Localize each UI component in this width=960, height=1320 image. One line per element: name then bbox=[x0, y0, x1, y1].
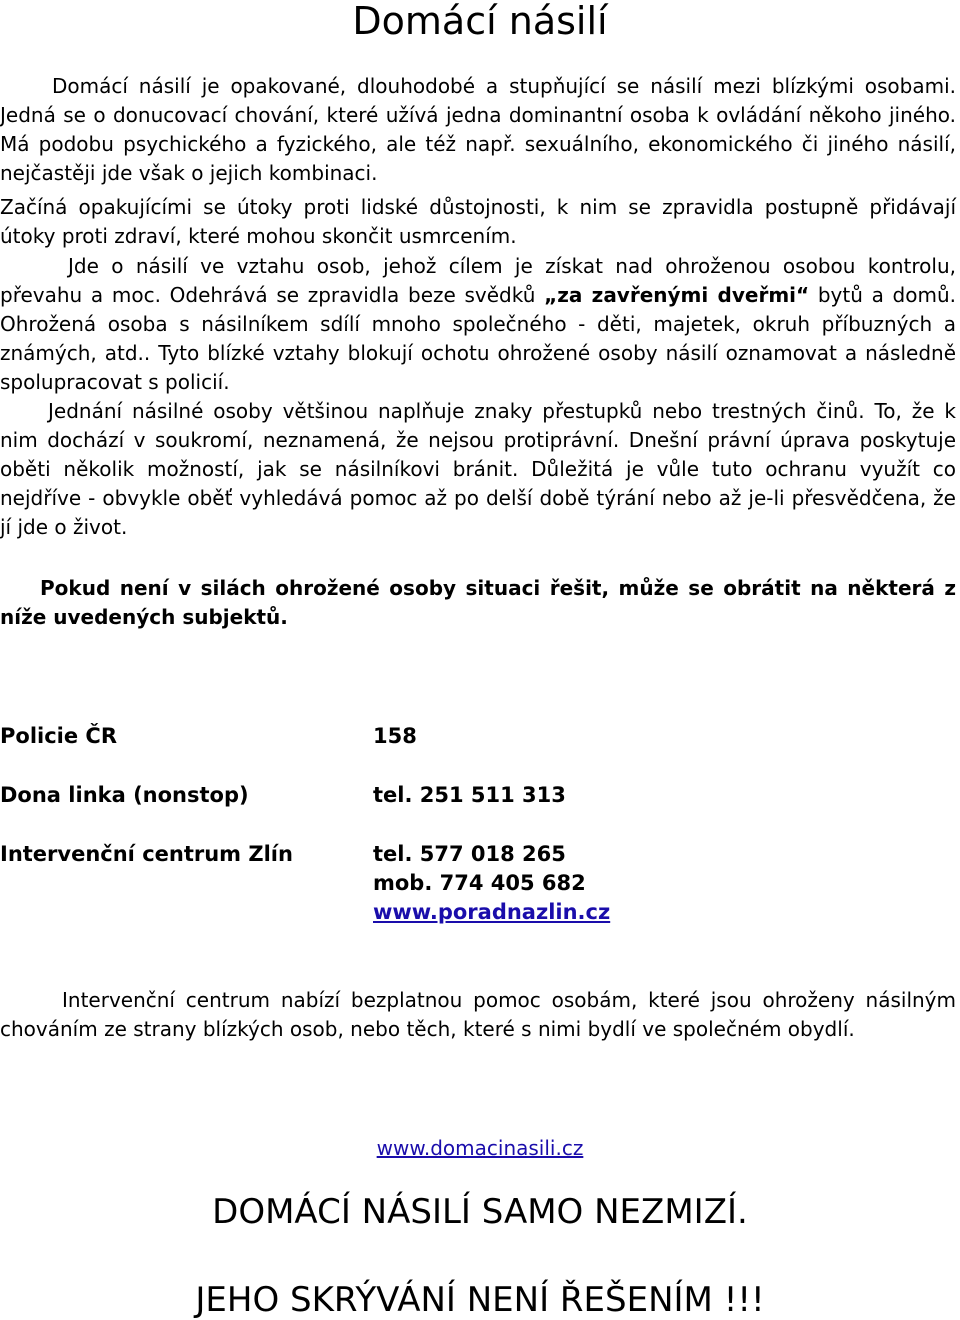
contact-dona-name: Dona linka (nonstop) bbox=[0, 783, 249, 807]
slogan-line-1: DOMÁCÍ NÁSILÍ SAMO NEZMIZÍ. bbox=[212, 1192, 748, 1232]
contact-police-name: Policie ČR bbox=[0, 724, 117, 748]
ic-description: Intervenční centrum nabízí bezplatnou pomoc osobám, které jsou ohroženy násilným chováním ze strany blízkých osob, nebo těch, které s nimi bydlí ve společném obydlí. bbox=[0, 988, 956, 1041]
intro-paragraph-2: Začíná opakujícími se útoky proti lidské důstojnosti, k nim se zpravidla postupně přidávají útoky proti zdraví, které mohou skončit usmrcením. bbox=[0, 195, 956, 248]
contact-ic-mobile: mob. 774 405 682 bbox=[373, 871, 586, 895]
contact-ic-name: Intervenční centrum Zlín bbox=[0, 842, 293, 866]
call-to-action: Pokud není v silách ohrožené osoby situaci řešit, může se obrátit na některá z níže uvedených subjektů. bbox=[0, 576, 956, 629]
page-title: Domácí násilí bbox=[352, 0, 608, 43]
intro-paragraph-4: Jednání násilné osoby většinou naplňuje znaky přestupků nebo trestných činů. To, že k nim dochází v soukromí, neznamená, že nejsou protiprávní. Dnešní právní úprava poskytuje oběti několik možností, jak se násilníkovi bránit. Důležitá je vůle tuto ochranu využít co nejdříve - obvykle oběť vyhledává pomoc až po delší době týrání nebo až je-li přesvědčena, že jí jde o život. bbox=[0, 399, 956, 539]
slogan-line-2: JEHO SKRÝVÁNÍ NENÍ ŘEŠENÍM !!! bbox=[195, 1280, 765, 1320]
contact-police-number: 158 bbox=[373, 724, 417, 748]
intro-paragraph-3-part-b: bytů a domů. Ohrožená osoba s násilníkem sdílí mnoho společného - děti, majetek, okruh příbuzných a známých, atd.. Tyto blízké vztahy blokují ochotu ohrožené osoby násilí oznamovat a následně spolupracovat s policií. bbox=[0, 283, 957, 394]
closed-doors-phrase: „za zavřenými dveřmi“ bbox=[544, 283, 810, 307]
intro-paragraph-3 bbox=[0, 252, 956, 397]
contact-ic-phone: tel. 577 018 265 bbox=[373, 842, 566, 866]
footer-web-link[interactable]: www.domacinasili.cz bbox=[376, 1136, 584, 1160]
contact-ic-web-link[interactable]: www.poradnazlin.cz bbox=[373, 900, 611, 924]
contact-dona-phone: tel. 251 511 313 bbox=[373, 783, 566, 807]
intro-paragraph-1: Domácí násilí je opakované, dlouhodobé a stupňující se násilí mezi blízkými osobami. Jedná se o donucovací chování, které užívá jedna dominantní osoba k ovládání někoho jiného. Má podobu psychického a fyzického, ale též např. sexuálního, ekonomického či jiného násilí, nejčastěji jde však o jejich kombinaci. bbox=[0, 74, 956, 185]
intro-paragraph-3-part-a: Jde o násilí ve vztahu osob, jehož cílem je získat nad ohroženou osobou kontrolu, převahu a moc. Odehrává se zpravidla beze svědků bbox=[0, 254, 956, 307]
